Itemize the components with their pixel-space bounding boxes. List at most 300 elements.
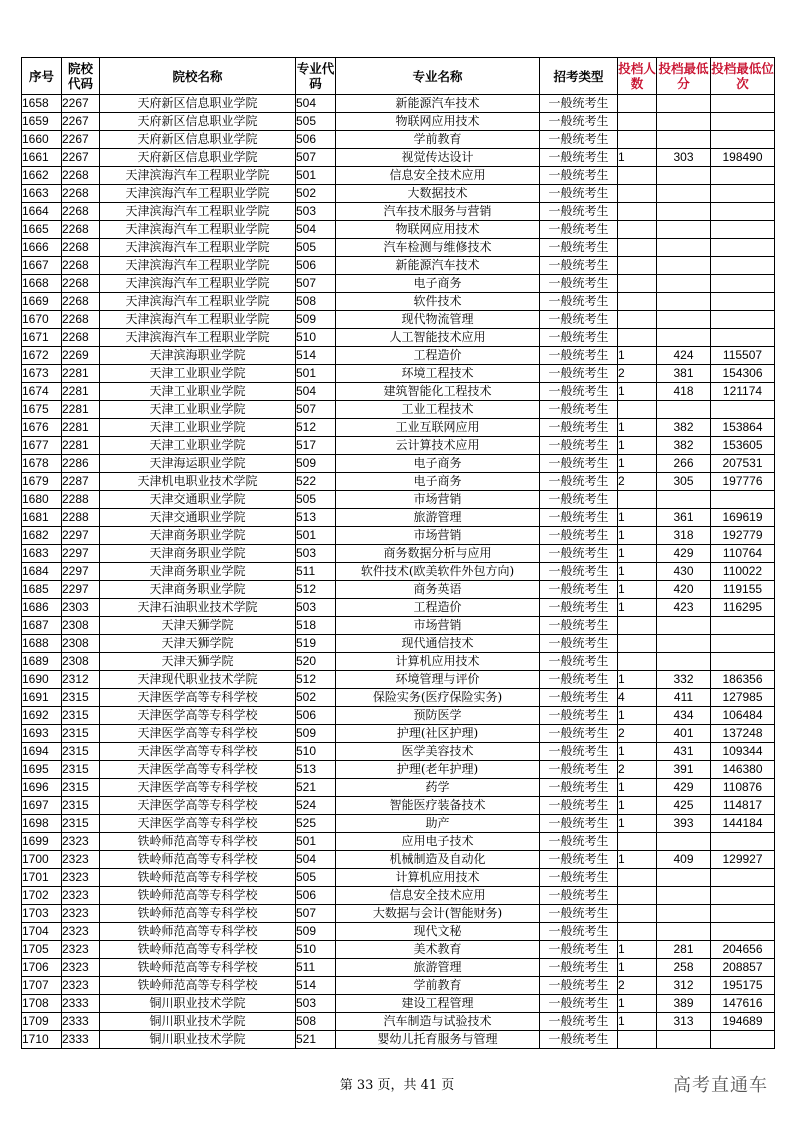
cell-min-score (657, 275, 711, 293)
cell-min-rank: 116295 (711, 599, 775, 617)
cell-exam-type: 一般统考生 (540, 509, 618, 527)
cell-min-rank: 153864 (711, 419, 775, 437)
cell-min-score (657, 617, 711, 635)
cell-major-name: 电子商务 (336, 275, 540, 293)
cell-major-code: 505 (296, 113, 336, 131)
cell-school-name: 天津滨海汽车工程职业学院 (100, 275, 296, 293)
cell-exam-type: 一般统考生 (540, 851, 618, 869)
cell-exam-type: 一般统考生 (540, 491, 618, 509)
cell-major-code: 505 (296, 869, 336, 887)
cell-school-name: 天津滨海汽车工程职业学院 (100, 203, 296, 221)
cell-min-score (657, 923, 711, 941)
cell-exam-type: 一般统考生 (540, 293, 618, 311)
cell-school-code: 2267 (62, 149, 100, 167)
cell-admit-count: 1 (618, 671, 657, 689)
cell-min-rank: 109344 (711, 743, 775, 761)
cell-seq: 1705 (22, 941, 62, 959)
cell-major-code: 507 (296, 905, 336, 923)
cell-major-name: 视觉传达设计 (336, 149, 540, 167)
cell-admit-count (618, 887, 657, 905)
table-row (22, 419, 775, 437)
table-row (22, 149, 775, 167)
cell-school-name: 铜川职业技术学院 (100, 1013, 296, 1031)
table-row (22, 401, 775, 419)
cell-min-score (657, 95, 711, 113)
cell-min-rank: 197776 (711, 473, 775, 491)
cell-school-name: 铁岭师范高等专科学校 (100, 977, 296, 995)
cell-admit-count: 2 (618, 473, 657, 491)
cell-seq: 1663 (22, 185, 62, 203)
table-row (22, 329, 775, 347)
cell-school-name: 铁岭师范高等专科学校 (100, 887, 296, 905)
cell-exam-type: 一般统考生 (540, 1013, 618, 1031)
cell-min-score (657, 185, 711, 203)
cell-major-name: 旅游管理 (336, 509, 540, 527)
cell-exam-type: 一般统考生 (540, 239, 618, 257)
cell-seq: 1675 (22, 401, 62, 419)
cell-admit-count (618, 869, 657, 887)
cell-seq: 1709 (22, 1013, 62, 1031)
cell-major-code: 502 (296, 689, 336, 707)
table-row (22, 221, 775, 239)
cell-admit-count: 4 (618, 689, 657, 707)
cell-admit-count: 1 (618, 383, 657, 401)
table-row (22, 653, 775, 671)
cell-major-name: 环境管理与评价 (336, 671, 540, 689)
cell-exam-type: 一般统考生 (540, 707, 618, 725)
cell-major-name: 市场营销 (336, 617, 540, 635)
cell-admit-count: 1 (618, 851, 657, 869)
cell-min-score (657, 653, 711, 671)
cell-admit-count: 1 (618, 581, 657, 599)
cell-school-name: 天津医学高等专科学校 (100, 707, 296, 725)
cell-seq: 1661 (22, 149, 62, 167)
cell-major-name: 信息安全技术应用 (336, 167, 540, 185)
cell-school-name: 天津工业职业学院 (100, 365, 296, 383)
cell-major-code: 502 (296, 185, 336, 203)
cell-seq: 1700 (22, 851, 62, 869)
cell-admit-count: 2 (618, 725, 657, 743)
cell-admit-count (618, 221, 657, 239)
cell-admit-count (618, 833, 657, 851)
cell-admit-count (618, 275, 657, 293)
cell-school-code: 2315 (62, 797, 100, 815)
cell-major-name: 物联网应用技术 (336, 113, 540, 131)
cell-major-code: 513 (296, 761, 336, 779)
cell-major-name: 智能医疗装备技术 (336, 797, 540, 815)
cell-school-name: 天津医学高等专科学校 (100, 815, 296, 833)
table-row (22, 779, 775, 797)
table-row (22, 545, 775, 563)
cell-major-code: 509 (296, 725, 336, 743)
cell-school-code: 2315 (62, 815, 100, 833)
cell-exam-type: 一般统考生 (540, 887, 618, 905)
cell-seq: 1688 (22, 635, 62, 653)
cell-min-rank: 121174 (711, 383, 775, 401)
cell-exam-type: 一般统考生 (540, 419, 618, 437)
table-row (22, 617, 775, 635)
cell-school-name: 天津滨海职业学院 (100, 347, 296, 365)
cell-seq: 1678 (22, 455, 62, 473)
cell-major-code: 513 (296, 509, 336, 527)
cell-school-name: 天津商务职业学院 (100, 527, 296, 545)
cell-school-code: 2323 (62, 887, 100, 905)
cell-exam-type: 一般统考生 (540, 671, 618, 689)
cell-school-code: 2315 (62, 761, 100, 779)
table-row (22, 1031, 775, 1049)
cell-min-rank: 110764 (711, 545, 775, 563)
cell-min-score (657, 203, 711, 221)
cell-admit-count: 2 (618, 365, 657, 383)
cell-school-name: 天津滨海汽车工程职业学院 (100, 311, 296, 329)
watermark-logo: 高考直通车 (673, 1075, 768, 1096)
cell-seq: 1667 (22, 257, 62, 275)
cell-min-rank (711, 653, 775, 671)
cell-school-name: 天津工业职业学院 (100, 401, 296, 419)
cell-school-name: 天津滨海汽车工程职业学院 (100, 185, 296, 203)
cell-seq: 1682 (22, 527, 62, 545)
table-row (22, 905, 775, 923)
cell-seq: 1685 (22, 581, 62, 599)
cell-admit-count: 1 (618, 815, 657, 833)
cell-school-code: 2268 (62, 257, 100, 275)
cell-major-code: 507 (296, 149, 336, 167)
cell-major-name: 机械制造及自动化 (336, 851, 540, 869)
cell-major-name: 美术教育 (336, 941, 540, 959)
table-row (22, 275, 775, 293)
cell-admit-count (618, 113, 657, 131)
cell-min-rank (711, 221, 775, 239)
cell-school-code: 2303 (62, 599, 100, 617)
cell-exam-type: 一般统考生 (540, 203, 618, 221)
cell-min-score: 409 (657, 851, 711, 869)
cell-admit-count: 1 (618, 599, 657, 617)
cell-admit-count (618, 923, 657, 941)
cell-min-rank (711, 329, 775, 347)
cell-major-code: 508 (296, 293, 336, 311)
cell-major-name: 汽车检测与维修技术 (336, 239, 540, 257)
cell-min-score (657, 491, 711, 509)
cell-major-name: 婴幼儿托育服务与管理 (336, 1031, 540, 1049)
cell-min-score: 332 (657, 671, 711, 689)
cell-seq: 1670 (22, 311, 62, 329)
cell-seq: 1698 (22, 815, 62, 833)
cell-min-rank: 137248 (711, 725, 775, 743)
cell-min-score (657, 131, 711, 149)
cell-seq: 1665 (22, 221, 62, 239)
cell-min-rank: 119155 (711, 581, 775, 599)
cell-school-name: 铁岭师范高等专科学校 (100, 941, 296, 959)
cell-major-code: 511 (296, 563, 336, 581)
table-row (22, 923, 775, 941)
cell-school-code: 2287 (62, 473, 100, 491)
cell-school-name: 天津交通职业学院 (100, 509, 296, 527)
cell-exam-type: 一般统考生 (540, 275, 618, 293)
cell-school-code: 2297 (62, 563, 100, 581)
cell-major-name: 工程造价 (336, 347, 540, 365)
cell-min-rank (711, 293, 775, 311)
cell-major-code: 522 (296, 473, 336, 491)
cell-seq: 1676 (22, 419, 62, 437)
cell-school-code: 2333 (62, 995, 100, 1013)
cell-exam-type: 一般统考生 (540, 923, 618, 941)
cell-school-name: 天津滨海汽车工程职业学院 (100, 329, 296, 347)
cell-min-score: 434 (657, 707, 711, 725)
cell-exam-type: 一般统考生 (540, 905, 618, 923)
cell-exam-type: 一般统考生 (540, 563, 618, 581)
cell-min-rank: 204656 (711, 941, 775, 959)
cell-min-rank: 207531 (711, 455, 775, 473)
cell-exam-type: 一般统考生 (540, 221, 618, 239)
cell-min-score: 418 (657, 383, 711, 401)
cell-min-score (657, 887, 711, 905)
cell-school-code: 2281 (62, 365, 100, 383)
cell-major-code: 519 (296, 635, 336, 653)
cell-school-code: 2268 (62, 167, 100, 185)
cell-major-code: 508 (296, 1013, 336, 1031)
cell-min-score: 420 (657, 581, 711, 599)
table-row (22, 815, 775, 833)
cell-seq: 1694 (22, 743, 62, 761)
cell-school-name: 铜川职业技术学院 (100, 1031, 296, 1049)
cell-school-name: 铁岭师范高等专科学校 (100, 833, 296, 851)
cell-min-rank: 194689 (711, 1013, 775, 1031)
cell-min-score (657, 329, 711, 347)
cell-major-name: 计算机应用技术 (336, 653, 540, 671)
cell-major-name: 护理(老年护理) (336, 761, 540, 779)
cell-school-code: 2323 (62, 977, 100, 995)
cell-seq: 1702 (22, 887, 62, 905)
cell-exam-type: 一般统考生 (540, 689, 618, 707)
cell-major-code: 506 (296, 131, 336, 149)
cell-school-name: 天津医学高等专科学校 (100, 761, 296, 779)
cell-major-name: 环境工程技术 (336, 365, 540, 383)
admission-table (21, 57, 775, 1049)
cell-major-name: 学前教育 (336, 131, 540, 149)
cell-major-code: 509 (296, 311, 336, 329)
cell-school-name: 天津工业职业学院 (100, 437, 296, 455)
cell-school-code: 2323 (62, 923, 100, 941)
cell-major-code: 506 (296, 257, 336, 275)
table-row (22, 851, 775, 869)
cell-major-code: 521 (296, 779, 336, 797)
cell-school-name: 天津商务职业学院 (100, 581, 296, 599)
cell-admit-count (618, 203, 657, 221)
cell-min-score: 431 (657, 743, 711, 761)
cell-school-name: 铁岭师范高等专科学校 (100, 905, 296, 923)
cell-school-name: 天津医学高等专科学校 (100, 725, 296, 743)
cell-min-score (657, 1031, 711, 1049)
cell-min-score (657, 257, 711, 275)
cell-school-name: 铁岭师范高等专科学校 (100, 851, 296, 869)
table-row (22, 131, 775, 149)
cell-major-name: 医学美容技术 (336, 743, 540, 761)
cell-min-rank: 146380 (711, 761, 775, 779)
cell-school-name: 天津天狮学院 (100, 617, 296, 635)
cell-min-rank: 129927 (711, 851, 775, 869)
cell-major-code: 507 (296, 401, 336, 419)
cell-admit-count (618, 617, 657, 635)
page-number: 第 33 页，共 41 页 (339, 1078, 455, 1093)
cell-major-code: 509 (296, 455, 336, 473)
cell-seq: 1689 (22, 653, 62, 671)
cell-exam-type: 一般统考生 (540, 959, 618, 977)
cell-seq: 1697 (22, 797, 62, 815)
cell-school-code: 2315 (62, 725, 100, 743)
header-school-code: 院校代码 (62, 58, 100, 95)
cell-min-score: 281 (657, 941, 711, 959)
cell-school-code: 2268 (62, 293, 100, 311)
table-row (22, 743, 775, 761)
cell-exam-type: 一般统考生 (540, 1031, 618, 1049)
cell-min-rank (711, 635, 775, 653)
cell-major-name: 学前教育 (336, 977, 540, 995)
cell-seq: 1658 (22, 95, 62, 113)
cell-major-code: 501 (296, 167, 336, 185)
cell-seq: 1659 (22, 113, 62, 131)
cell-school-code: 2323 (62, 869, 100, 887)
cell-school-name: 天津天狮学院 (100, 653, 296, 671)
cell-major-name: 现代文秘 (336, 923, 540, 941)
cell-min-rank (711, 1031, 775, 1049)
cell-school-code: 2267 (62, 131, 100, 149)
cell-major-name: 信息安全技术应用 (336, 887, 540, 905)
cell-seq: 1662 (22, 167, 62, 185)
header-min-rank: 投档最低位次 (711, 58, 775, 95)
cell-min-rank: 144184 (711, 815, 775, 833)
table-row (22, 455, 775, 473)
cell-admit-count: 1 (618, 1013, 657, 1031)
table-row (22, 293, 775, 311)
cell-seq: 1708 (22, 995, 62, 1013)
cell-school-code: 2312 (62, 671, 100, 689)
cell-school-code: 2323 (62, 941, 100, 959)
cell-exam-type: 一般统考生 (540, 455, 618, 473)
cell-school-name: 天津医学高等专科学校 (100, 689, 296, 707)
cell-exam-type: 一般统考生 (540, 977, 618, 995)
cell-min-rank (711, 887, 775, 905)
cell-exam-type: 一般统考生 (540, 347, 618, 365)
cell-school-code: 2281 (62, 383, 100, 401)
cell-school-code: 2333 (62, 1031, 100, 1049)
cell-major-code: 525 (296, 815, 336, 833)
table-row (22, 941, 775, 959)
cell-school-name: 天津海运职业学院 (100, 455, 296, 473)
cell-min-rank (711, 185, 775, 203)
cell-exam-type: 一般统考生 (540, 617, 618, 635)
cell-admit-count (618, 653, 657, 671)
cell-school-name: 天津滨海汽车工程职业学院 (100, 239, 296, 257)
cell-seq: 1691 (22, 689, 62, 707)
cell-admit-count: 1 (618, 545, 657, 563)
table-row (22, 311, 775, 329)
table-row (22, 671, 775, 689)
cell-major-name: 大数据技术 (336, 185, 540, 203)
cell-school-code: 2323 (62, 851, 100, 869)
cell-min-rank: 127985 (711, 689, 775, 707)
cell-min-score: 401 (657, 725, 711, 743)
table-row (22, 239, 775, 257)
cell-major-name: 电子商务 (336, 455, 540, 473)
table-row (22, 185, 775, 203)
table-row (22, 761, 775, 779)
cell-exam-type: 一般统考生 (540, 329, 618, 347)
cell-min-rank: 195175 (711, 977, 775, 995)
cell-min-score: 266 (657, 455, 711, 473)
cell-major-code: 506 (296, 707, 336, 725)
cell-seq: 1704 (22, 923, 62, 941)
cell-major-name: 电子商务 (336, 473, 540, 491)
cell-min-rank: 208857 (711, 959, 775, 977)
cell-min-rank (711, 869, 775, 887)
cell-major-name: 物联网应用技术 (336, 221, 540, 239)
cell-min-score: 381 (657, 365, 711, 383)
cell-major-code: 504 (296, 383, 336, 401)
cell-exam-type: 一般统考生 (540, 743, 618, 761)
cell-admit-count: 2 (618, 761, 657, 779)
cell-seq: 1672 (22, 347, 62, 365)
cell-min-rank (711, 923, 775, 941)
cell-min-rank (711, 239, 775, 257)
cell-min-rank: 106484 (711, 707, 775, 725)
cell-admit-count (618, 131, 657, 149)
cell-school-name: 天津商务职业学院 (100, 545, 296, 563)
cell-seq: 1684 (22, 563, 62, 581)
cell-min-score: 313 (657, 1013, 711, 1031)
cell-major-name: 大数据与会计(智能财务) (336, 905, 540, 923)
cell-major-name: 汽车技术服务与营销 (336, 203, 540, 221)
table-row (22, 167, 775, 185)
table-row (22, 581, 775, 599)
cell-school-code: 2323 (62, 959, 100, 977)
cell-admit-count (618, 401, 657, 419)
cell-school-code: 2268 (62, 221, 100, 239)
table-row (22, 833, 775, 851)
cell-min-score (657, 905, 711, 923)
cell-school-code: 2315 (62, 779, 100, 797)
cell-admit-count: 1 (618, 779, 657, 797)
cell-major-code: 510 (296, 941, 336, 959)
cell-admit-count: 1 (618, 419, 657, 437)
cell-exam-type: 一般统考生 (540, 653, 618, 671)
cell-seq: 1673 (22, 365, 62, 383)
cell-major-name: 工程造价 (336, 599, 540, 617)
table-row (22, 977, 775, 995)
cell-admit-count: 1 (618, 347, 657, 365)
table-row (22, 437, 775, 455)
cell-min-score: 430 (657, 563, 711, 581)
cell-school-name: 天府新区信息职业学院 (100, 149, 296, 167)
cell-school-code: 2268 (62, 311, 100, 329)
cell-min-score: 303 (657, 149, 711, 167)
table-row (22, 365, 775, 383)
cell-school-name: 天津交通职业学院 (100, 491, 296, 509)
cell-min-rank: 147616 (711, 995, 775, 1013)
cell-admit-count (618, 635, 657, 653)
cell-major-name: 现代物流管理 (336, 311, 540, 329)
cell-min-rank (711, 905, 775, 923)
cell-major-code: 514 (296, 347, 336, 365)
cell-min-score: 258 (657, 959, 711, 977)
cell-major-code: 505 (296, 491, 336, 509)
cell-major-code: 507 (296, 275, 336, 293)
cell-min-rank (711, 203, 775, 221)
cell-admit-count: 1 (618, 527, 657, 545)
cell-school-code: 2288 (62, 509, 100, 527)
cell-min-rank: 186356 (711, 671, 775, 689)
cell-exam-type: 一般统考生 (540, 833, 618, 851)
cell-major-code: 517 (296, 437, 336, 455)
